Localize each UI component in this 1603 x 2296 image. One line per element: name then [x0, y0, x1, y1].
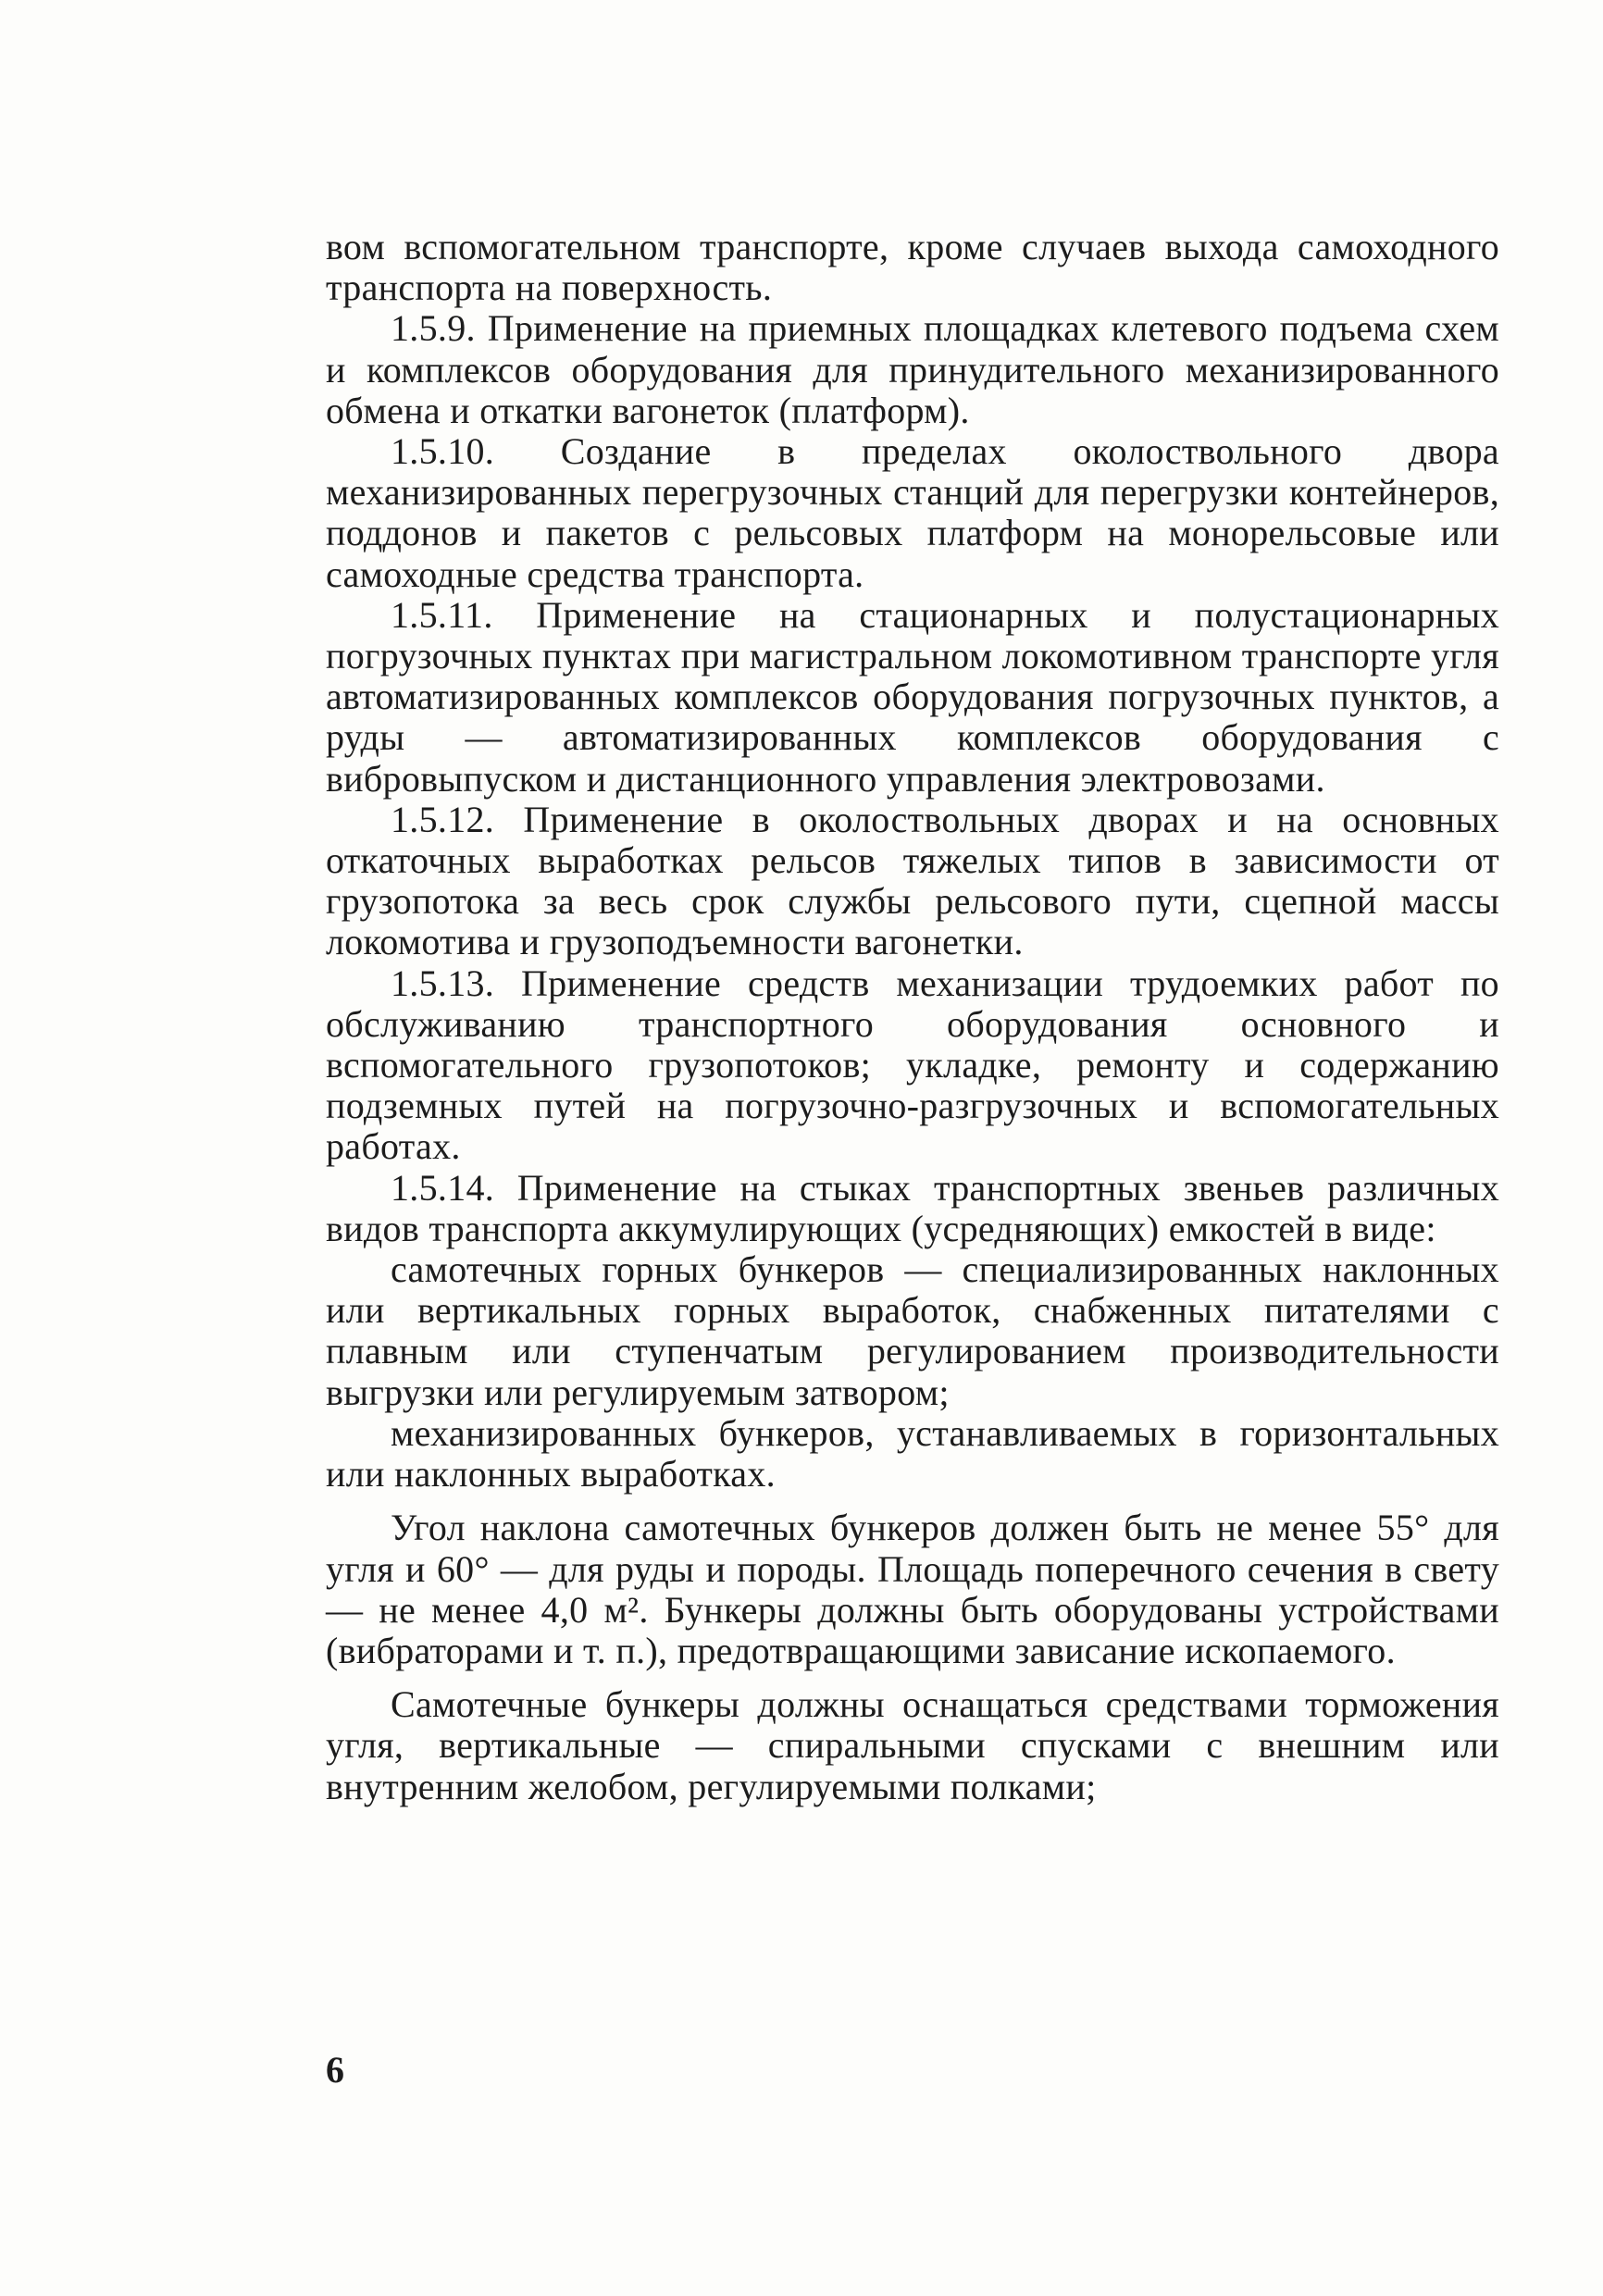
paragraph-1-5-10: 1.5.10. Создание в пределах околоствольного двора механизированных перегрузочных станций для перегрузки контейнеров, поддонов и пакетов с рельсовых платформ на монорельсовые или самоходные средства транспорта. — [326, 430, 1499, 595]
paragraph-bunker-braking: Самотечные бункеры должны оснащаться средствами торможения угля, вертикальные — спиральными спусками с внешним или внутренним желобом, регулируемыми полками; — [326, 1683, 1499, 1807]
paragraph-bunker-angle: Угол наклона самотечных бункеров должен быть не менее 55° для угля и 60° — для руды и породы. Площадь поперечного сечения в свету — не менее 4,0 м². Бункеры должны быть оборудованы устройствами (вибраторами и т. п.), предотвращающими зависание ископаемого. — [326, 1507, 1499, 1671]
paragraph-1-5-14: 1.5.14. Применение на стыках транспортных звеньев различных видов транспорта аккумулирующих (усредняющих) емкостей в виде: — [326, 1166, 1499, 1249]
paragraph-gravity-bunkers: самотечных горных бункеров — специализированных наклонных или вертикальных горных выработок, снабженных питателями с плавным или ступенчатым регулированием производительности выгрузки или регулируемым затвором; — [326, 1248, 1499, 1413]
paragraph-mechanized-bunkers: механизированных бункеров, устанавливаемых в горизонтальных или наклонных выработках. — [326, 1411, 1499, 1496]
page-number: 6 — [326, 2049, 344, 2091]
paragraph-1-5-12: 1.5.12. Применение в околоствольных дворах и на основных откаточных выработках рельсов тяжелых типов в зависимости от грузопотока за весь срок службы рельсового пути, сцепной массы локомотива и грузоподъемности вагонетки. — [326, 798, 1499, 963]
paragraph-1-5-9: 1.5.9. Применение на приемных площадках клетевого подъема схем и комплексов оборудования для принудительного механизированного обмена и откатки вагонеток (платформ). — [326, 307, 1499, 431]
body-text — [326, 227, 1499, 1807]
paragraph-1-5-13: 1.5.13. Применение средств механизации трудоемких работ по обслуживанию транспортного оборудования основного и вспомогательного грузопотоков; укладке, ремонту и содержанию подземных путей на погрузочно-разгрузочных и вспомогательных работах. — [326, 962, 1499, 1168]
paragraph-continuation: вом вспомогательном транспорте, кроме случаев выхода самоходного транспорта на поверхность. — [326, 226, 1499, 309]
paragraph-1-5-11: 1.5.11. Применение на стационарных и полустационарных погрузочных пунктах при магистральном локомотивном транспорте угля автоматизированных комплексов оборудования погрузочных пунктов, а руды — автоматизированных комплексов оборудования с вибровыпуском и дистанционного управления электровозами. — [326, 593, 1499, 800]
